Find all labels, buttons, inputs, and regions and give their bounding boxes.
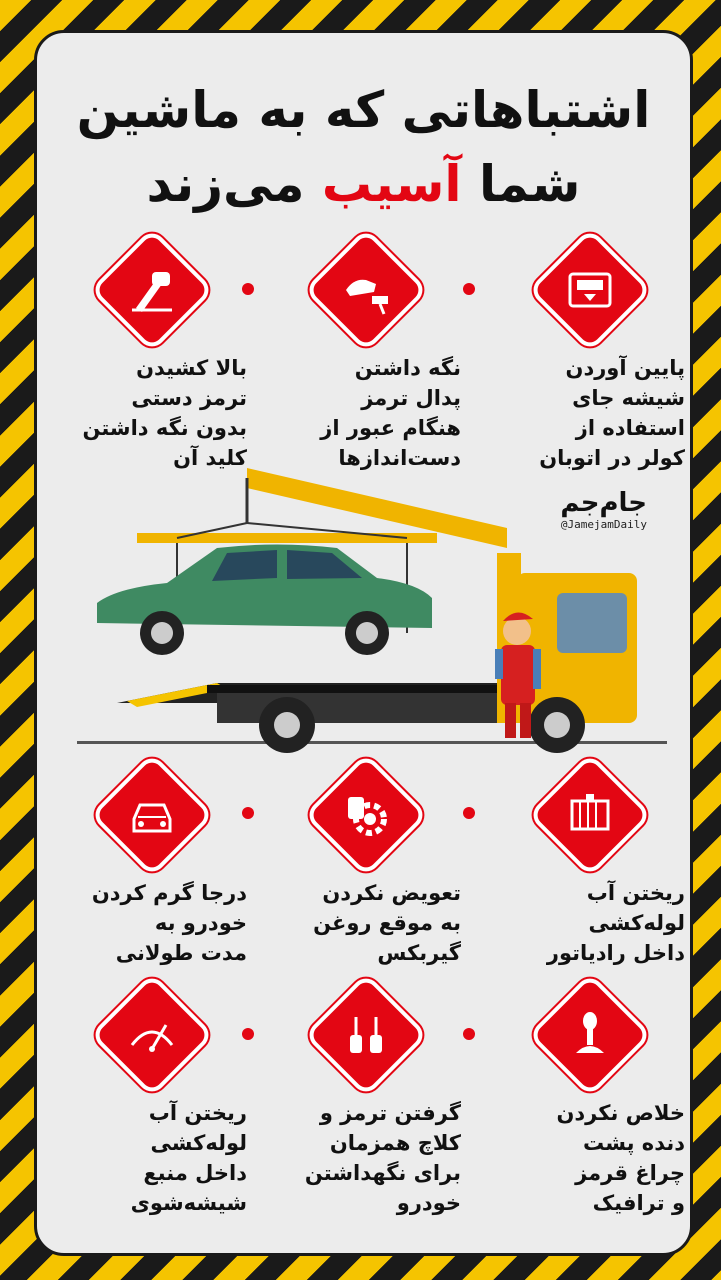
tip-icon-frame — [95, 978, 209, 1092]
tip-icon-frame — [533, 758, 647, 872]
tip-text: ریختن آب لوله‌کشی داخل رادیاتور — [546, 881, 685, 965]
tip-text: تعویض نکردن به موقع روغن گیربکس — [313, 881, 461, 965]
title-line-2-end: می‌زند — [146, 155, 322, 213]
tip-icon-frame — [95, 233, 209, 347]
tip-item-pedals — [271, 978, 461, 1256]
tip-icon-frame — [309, 978, 423, 1092]
separator-dot — [463, 283, 475, 295]
separator-dot — [242, 807, 254, 819]
tip-text: پایین آوردن شیشه جای استفاده از کولر در اتوبان — [539, 356, 685, 470]
tip-icon-frame — [95, 758, 209, 872]
separator-dot — [242, 283, 254, 295]
radiator-icon — [560, 785, 620, 845]
windshield-wiper-icon — [122, 1005, 182, 1065]
tow-truck-illustration — [77, 453, 667, 753]
brake-pedal-icon — [336, 260, 396, 320]
tip-text: گرفتن ترمز و کلاچ همزمان برای نگهداشتن خودرو — [304, 1101, 461, 1215]
separator-dot — [242, 1028, 254, 1040]
tip-text: نگه داشتن پدال ترمز هنگام عبور از دست‌اندازها — [320, 356, 461, 470]
separator-dot — [463, 807, 475, 819]
lift-bar — [137, 533, 437, 543]
title-line-1: اشتباهاتی که به ماشین — [76, 81, 651, 139]
brand-logo-mark: جام‌جم — [560, 488, 647, 518]
separator-dot — [463, 1028, 475, 1040]
tip-text: درجا گرم کردن خودرو به مدت طولانی — [91, 881, 247, 965]
brand-handle: @JamejamDaily — [560, 518, 647, 531]
tip-text: بالا کشیدن ترمز دستی بدون نگه داشتن کلید آن — [82, 356, 247, 470]
title-line-2 — [37, 155, 690, 213]
title-accent-word: آسیب — [321, 155, 462, 213]
title-line-2-start: شما — [461, 155, 581, 213]
tip-icon-frame — [309, 758, 423, 872]
tip-text: ریختن آب لوله‌کشی داخل منبع شیشه‌شوی — [130, 1101, 247, 1215]
handbrake-icon — [122, 260, 182, 320]
tip-icon-frame — [533, 978, 647, 1092]
tip-text: خلاص نکردن دنده پشت چراغ قرمز و ترافیک — [556, 1101, 685, 1215]
gear-shift-icon — [560, 1005, 620, 1065]
car-front-icon — [122, 785, 182, 845]
gearbox-oil-icon — [336, 785, 396, 845]
window-down-icon — [560, 260, 620, 320]
infographic-panel — [34, 30, 693, 1256]
tip-item-washer — [57, 978, 247, 1256]
tip-icon-frame — [533, 233, 647, 347]
pedals-icon — [336, 1005, 396, 1065]
tip-item-neutral — [495, 978, 685, 1256]
tip-icon-frame — [309, 233, 423, 347]
